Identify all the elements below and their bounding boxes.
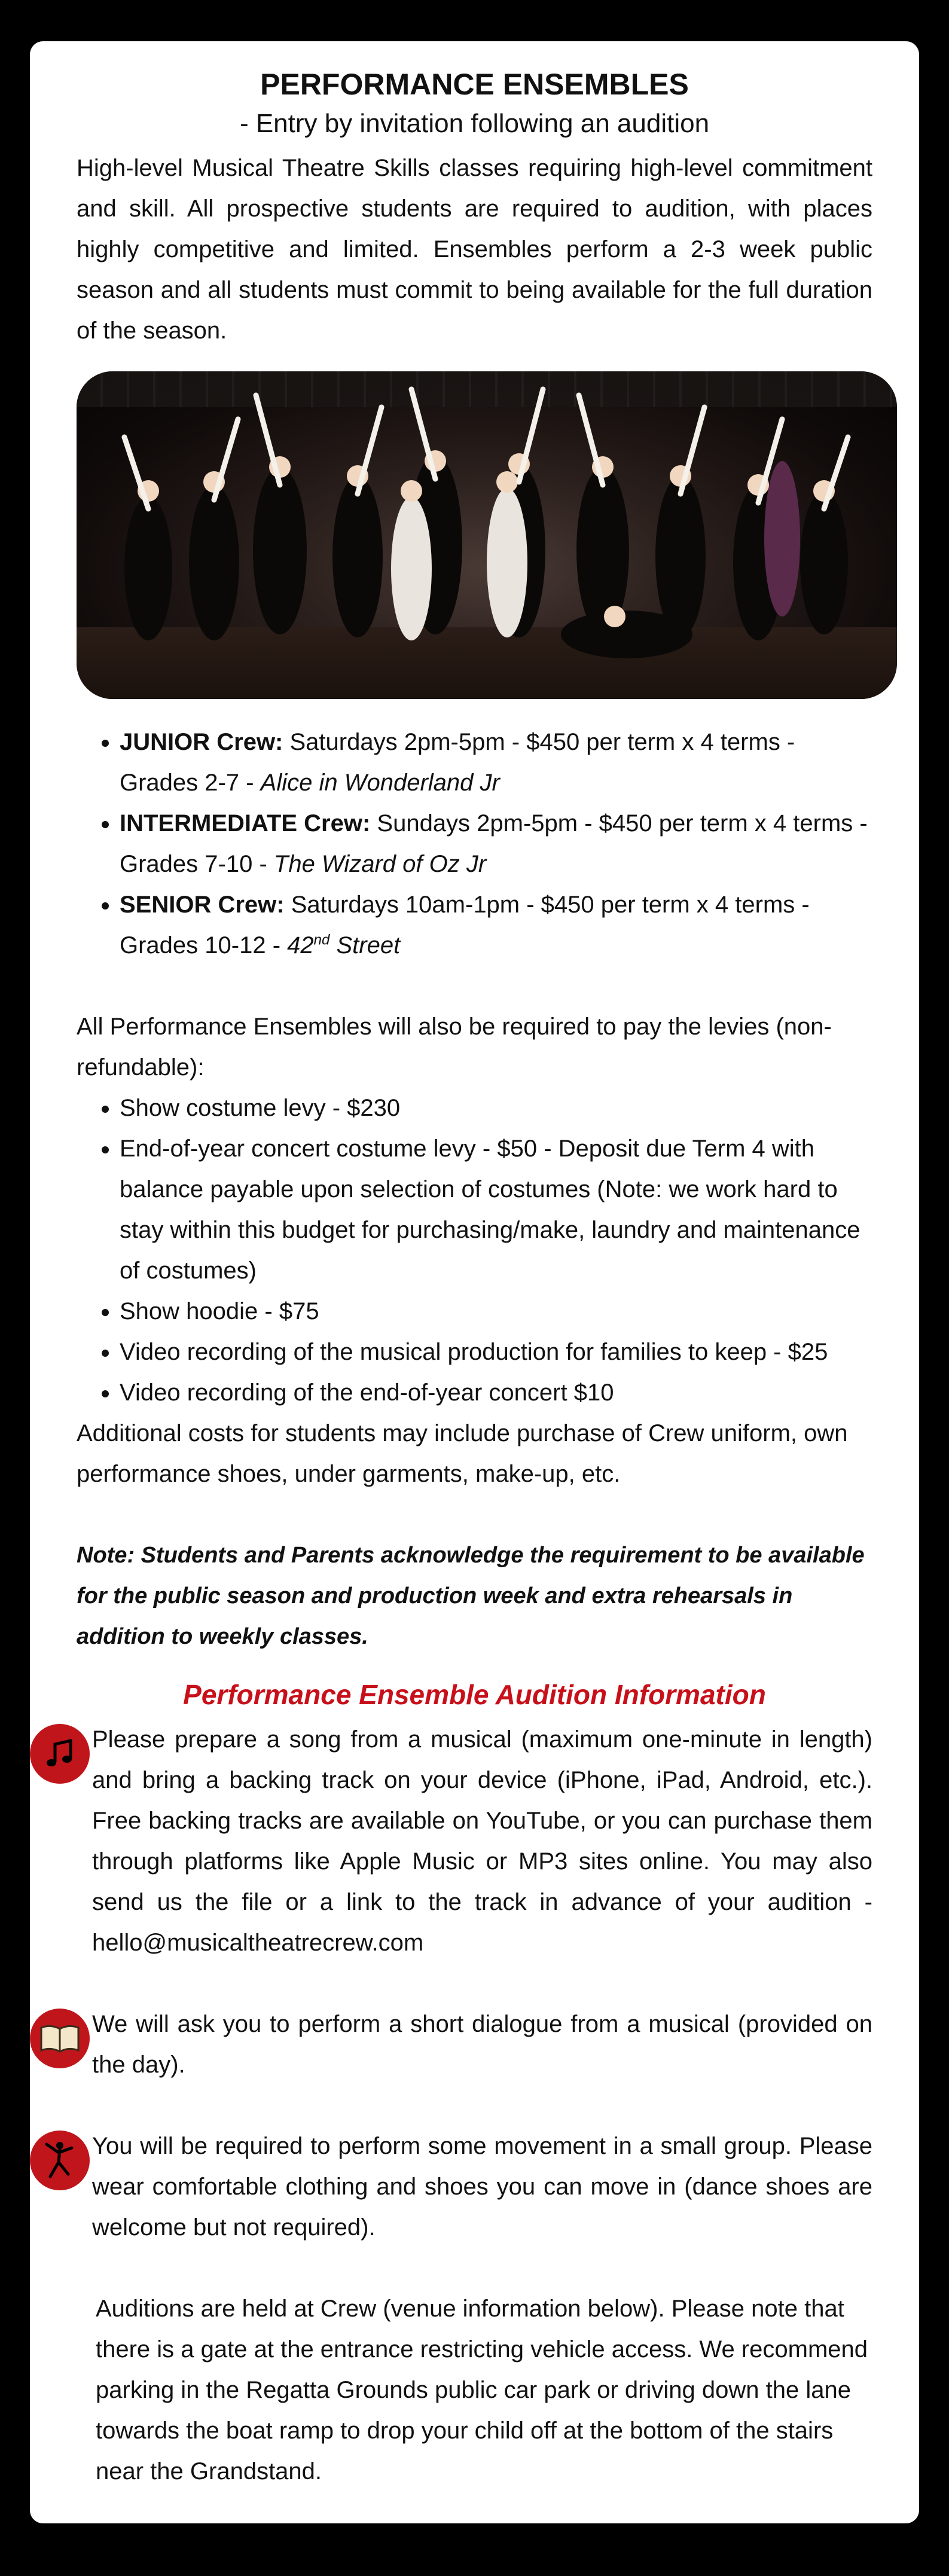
additional-costs: Additional costs for students may include purchase of Crew uniform, own performance shoes, under garments, make-up, etc.	[77, 1420, 848, 1488]
music-note-icon	[30, 1724, 90, 1784]
performers-silhouettes	[77, 371, 897, 699]
list-item: • JUNIOR Crew: Saturdays 2pm-5pm - $450 per term x 4 terms - Grades 2-7 - Alice in Wonderland Jr	[120, 722, 872, 803]
ensemble-photo	[77, 371, 897, 699]
intro-paragraph: High-level Musical Theatre Skills classes requiring high-level commitment and skill. All prospective students are required to audition, with places highly competitive and limited. Ensembles perform a 2-3 week public season and all students must commit to being available for the full duration of the season.	[77, 155, 872, 344]
list-item: • SENIOR Crew: Saturdays 10am-1pm - $450 per term x 4 terms - Grades 10-12 - 42nd Street	[120, 884, 872, 966]
audition-item-movement: You will be required to perform some movement in a small group. Please wear comfortable clothing and shoes you can move in (dance shoes are welcome but not required).	[77, 2126, 872, 2248]
list-item: • Show hoodie - $75	[120, 1291, 872, 1332]
attendance-note: Note: Students and Parents acknowledge the requirement to be available for the public season and production week and extra rehearsals in addition to weekly classes.	[77, 1543, 865, 1650]
list-item: • Show costume levy - $230	[120, 1088, 872, 1128]
venue-information: Auditions are held at Crew (venue information below). Please note that there is a gate at the entrance restricting vehicle access. We recommend parking in the Regatta Grounds public car park or driving down the lane towards the boat ramp to drop your child off at the bottom of the stairs near the Grandstand.	[96, 2295, 868, 2485]
audition-section-title: Performance Ensemble Audition Information	[183, 1679, 766, 1711]
content-card	[30, 41, 919, 2523]
list-item: • Video recording of the end-of-year concert $10	[120, 1372, 872, 1413]
page-title: PERFORMANCE ENSEMBLES	[260, 68, 689, 101]
page-subtitle: - Entry by invitation following an audition	[239, 109, 710, 138]
levies-list	[77, 1088, 872, 1413]
list-item: • Video recording of the musical production for families to keep - $25	[120, 1332, 872, 1372]
levies-intro: All Performance Ensembles will also be required to pay the levies (non-refundable):	[77, 1014, 832, 1081]
crew-list	[77, 722, 872, 966]
audition-item-dialogue: We will ask you to perform a short dialogue from a musical (provided on the day).	[77, 2004, 872, 2085]
audition-item-song: Please prepare a song from a musical (maximum one-minute in length) and bring a backing track on your device (iPhone, iPad, Android, etc.). Free backing tracks are available on YouTube, or you can purchase them through platforms like Apple Music or MP3 sites online. You may also send us the file or a link to the track in advance of your audition - hello@musicaltheatrecrew.com	[77, 1719, 872, 1963]
open-book-icon	[30, 2009, 90, 2068]
list-item: • End-of-year concert costume levy - $50 - Deposit due Term 4 with balance payable upon selection of costumes (Note: we work hard to stay within this budget for purchasing/make, laundry and maintenance of costumes)	[120, 1128, 872, 1291]
dancer-icon	[30, 2131, 90, 2190]
list-item: • INTERMEDIATE Crew: Sundays 2pm-5pm - $450 per term x 4 terms - Grades 7-10 - The Wizard of Oz Jr	[120, 803, 872, 884]
